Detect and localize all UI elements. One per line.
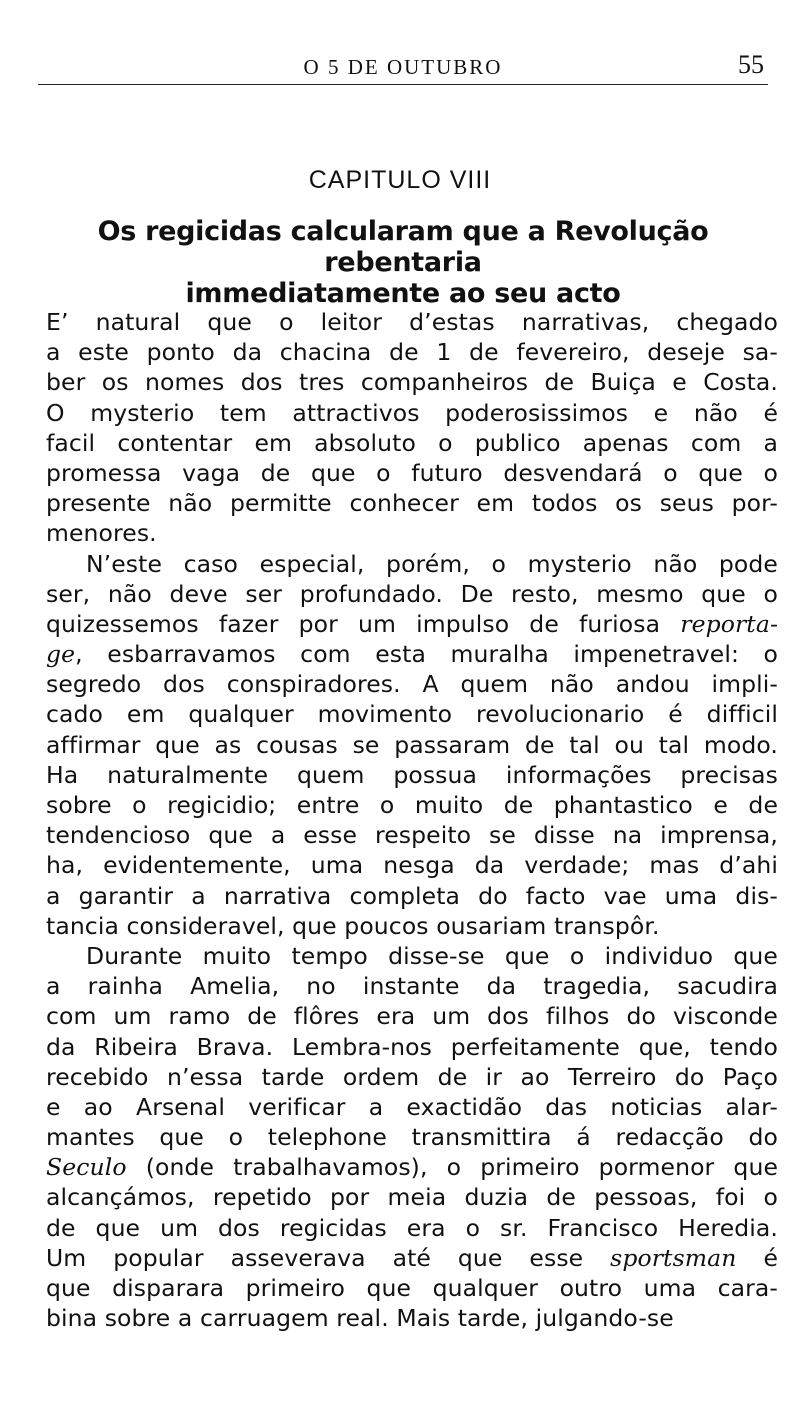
italic-term: reporta-: [680, 609, 778, 638]
text-line: facil contentar em absoluto o publico apenas com a: [46, 428, 778, 457]
chapter-title-line: Os regicidas calcularam que a Revolução rebentaria: [97, 216, 709, 278]
italic-term: Seculo: [46, 1153, 127, 1182]
running-title: O 5 DE OUTUBRO: [303, 55, 503, 79]
text-line: ha, evidentemente, uma nesga da verdade; mas d’ahi: [46, 851, 778, 880]
text-line: com um ramo de flôres era um dos filhos do visconde: [46, 1002, 778, 1031]
text-line: Durante muito tempo disse-se que o individuo que: [86, 941, 778, 970]
text-line: sobre o regicidio; entre o muito de phantastico e de: [46, 791, 778, 819]
text-line: ser, não deve ser profundado. De resto, mesmo que o: [46, 579, 778, 608]
running-header: [38, 50, 768, 85]
text-line: Um popular asseverava até que esse sportsman é: [46, 1243, 778, 1272]
chapter-label: CAPITULO VIII: [308, 166, 492, 194]
text-line: N’este caso especial, porém, o mysterio não pode: [86, 549, 778, 578]
chapter-title: [38, 216, 768, 309]
text-line: bina sobre a carruagem real. Mais tarde, julgando-se: [46, 1304, 674, 1333]
text-line: mantes que o telephone transmittira á redacção do: [46, 1123, 778, 1152]
text-line: a rainha Amelia, no instante da tragedia, sacudira: [46, 972, 778, 1001]
text-line: segredo dos conspiradores. A quem não andou impli-: [46, 670, 778, 699]
text-line: ber os nomes dos tres companheiros de Buiça e Costa.: [46, 368, 778, 397]
text-line: Ha naturalmente quem possua informações precisas: [46, 760, 778, 789]
text-line: e ao Arsenal verificar a exactidão das noticias alar-: [46, 1092, 778, 1121]
text-line: E’ natural que o leitor d’estas narrativas, chegado: [46, 308, 778, 336]
text-line: affirmar que as cousas se passaram de tal ou tal modo.: [46, 730, 778, 759]
text-line: menores.: [46, 519, 157, 548]
text-line: a garantir a narrativa completa do facto vae uma dis-: [46, 881, 778, 910]
text-line: cado em qualquer movimento revolucionario é difficil: [46, 700, 778, 729]
text-line: quizessemos fazer por um impulso de furiosa reporta-: [46, 609, 778, 638]
text-line: tancia consideravel, que poucos ousariam transpôr.: [46, 911, 660, 940]
text-line: promessa vaga de que o futuro desvendará o que o: [46, 458, 778, 487]
body-text: [46, 307, 778, 1333]
text-line: ge, esbarravamos com esta muralha impenetravel: o: [46, 640, 778, 669]
text-line: alcançámos, repetido por meia duzia de pessoas, foi o: [46, 1183, 778, 1212]
text-line: presente não permitte conhecer em todos os seus por-: [46, 489, 778, 518]
text-line: que disparara primeiro que qualquer outro uma cara-: [46, 1274, 778, 1302]
italic-term: sportsman: [610, 1243, 737, 1272]
page-number: 55: [738, 50, 764, 79]
text-line: tendencioso que a esse respeito se disse na imprensa,: [46, 821, 778, 850]
text-line: da Ribeira Brava. Lembra-nos perfeitamente que, tendo: [46, 1032, 778, 1061]
text-line: de que um dos regicidas era o sr. Francisco Heredia.: [46, 1213, 778, 1242]
chapter-title-line: immediatamente ao seu acto: [185, 278, 621, 309]
text-line: Seculo (onde trabalhavamos), o primeiro pormenor que: [46, 1153, 778, 1182]
text-line: recebido n’essa tarde ordem de ir ao Terreiro do Paço: [46, 1062, 778, 1091]
text-line: a este ponto da chacina de 1 de fevereiro, deseje sa-: [46, 338, 778, 367]
italic-term: ge: [46, 640, 76, 669]
text-line: O mysterio tem attractivos poderosissimos e não é: [46, 398, 778, 427]
